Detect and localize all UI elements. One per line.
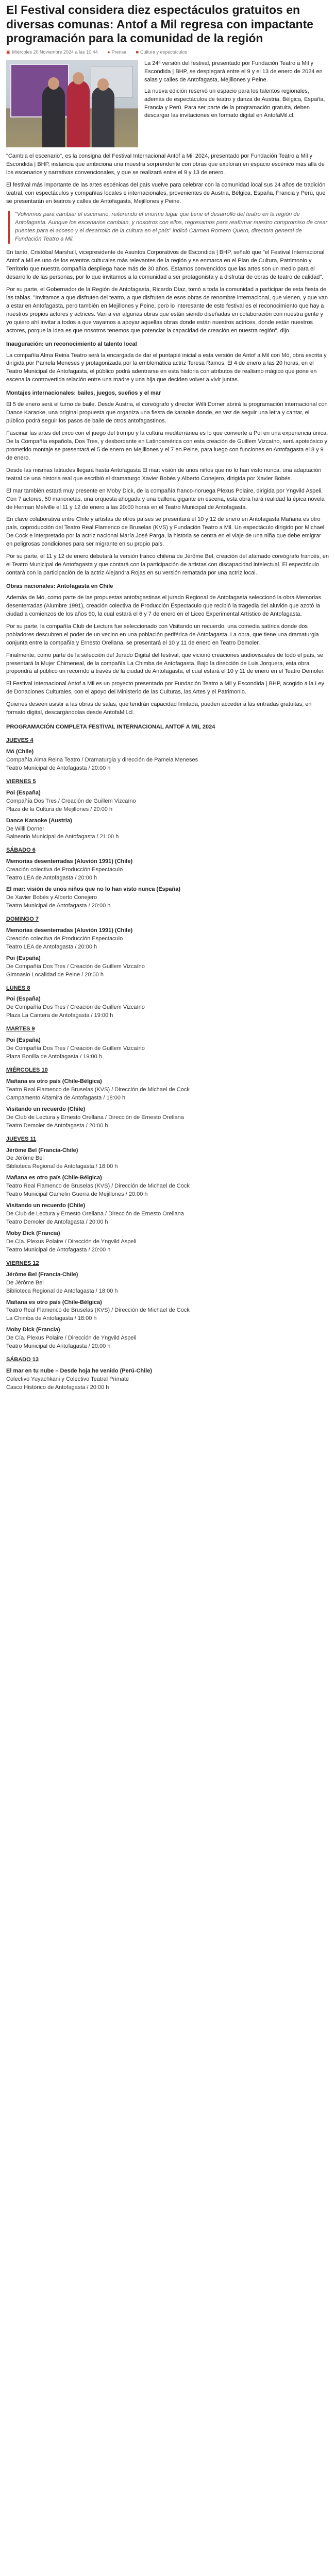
body-section-4 <box>6 401 329 578</box>
program-event <box>6 1174 329 1199</box>
program-event <box>6 1326 329 1351</box>
program-event <box>6 1299 329 1324</box>
program-event <box>6 1106 329 1130</box>
section-heading-international: Montajes internacionales: bailes, juegos, sueños y el mar <box>6 390 161 397</box>
event-name: El mar: visión de unos niños que no lo han visto nunca (España) <box>6 886 180 893</box>
event-name: Mó (Chile) <box>6 749 34 755</box>
event-name: Memorias desenterradas (Aluvión 1991) (Chile) <box>6 927 133 934</box>
event-detail: Plaza de la Cultura de Mejillones / 20:00 h <box>6 806 113 812</box>
event-detail: Teatro Municipal Gamelin Guerra de Mejillones / 20:00 h <box>6 1191 148 1198</box>
event-detail: Plaza La Cantera de Antofagasta / 19:00 h <box>6 1012 113 1019</box>
event-detail: De Compañía Dos Tres / Creación de Guillem Vizcaíno <box>6 963 145 970</box>
event-detail: Balneario Municipal de Antofagasta / 21:00 h <box>6 834 119 840</box>
program-day: MARTES 9 <box>6 1026 35 1032</box>
event-detail: Teatro Real Flamenco de Bruselas (KVS) / Dirección de Michael de Cock <box>6 1183 190 1190</box>
program-event <box>6 789 329 814</box>
paragraph: El Festival Internacional Antof a Mil es un proyecto presentado por Fundación Teatro a Mil y Escondida | BHP, acogido a la Ley de Donaciones Culturales, con el apoyo del Ministerio de las Culturas, las Artes y el Patrimonio. <box>6 681 324 696</box>
event-detail: De Willi Dorner <box>6 825 44 832</box>
programming-title: PROGRAMACIÓN COMPLETA FESTIVAL INTERNACIONAL ANTOF A MIL 2024 <box>6 724 215 731</box>
event-detail: Teatro Demoler de Antofagasta / 20:00 h <box>6 1219 108 1226</box>
program-day: SÁBADO 13 <box>6 1357 39 1363</box>
paragraph: Además de Mó, como parte de las propuestas antofagastinas el jurado Regional de Antofagasta seleccionó la obra Memorias desenterradas (Alumbre 1991), creación colectiva de Producción Espectaculo que recibió la tragedia del aluvión que azotó la ciudad a comienzos de los años 90, la cual estará el 6 y 7 de enero en el Liceo Experimental Artístico de Antofagasta. <box>6 594 321 617</box>
event-name: Poi (España) <box>6 789 41 796</box>
article-title: El Festival considera diez espectáculos gratuitos en diversas comunas: Antof a Mil regresa con impactante programación para la comunidad de la región <box>6 3 314 45</box>
event-detail: Teatro Real Flamenco de Bruselas (KVS) / Dirección de Michael de Cock <box>6 1307 190 1314</box>
program-event <box>6 1230 329 1255</box>
paragraph: "Cambia el escenario", es la consigna del Festival Internacional Antof a Mil 2024, presentado por Fundación Teatro a Mil y Escondida | BHP, instancia que ambiciona una muestra sorprendente con obras que exploran en espacio escénico más allá de los escenarios y narrativas convencionales, y que se realizará entre el 9 y 13 de enero. <box>6 152 325 176</box>
event-detail: De Cía. Plexus Polaire / Dirección de Yngvild Aspeli <box>6 1335 137 1342</box>
event-detail: Gimnasio Localidad de Peine / 20:00 h <box>6 971 104 978</box>
event-detail: Biblioteca Regional de Antofagasta / 18:00 h <box>6 1163 118 1170</box>
paragraph: Por su parte, el 11 y 12 de enero debutará la versión franco chilena de Jérôme Bel, creación del afamado coreógrafo francés, en el Teatro Municipal de Antofagasta y que contará con la participación de artistas con discapacidad intelectual. El espectáculo contará con la participación de la actriz Alejandra Rojas en su versión rematada por una actriz local. <box>6 553 329 577</box>
lead-section <box>6 60 329 147</box>
event-detail: De Xavier Bobés y Alberto Conejero <box>6 894 97 901</box>
event-name: Mañana es otro país (Chile-Bélgica) <box>6 1299 102 1306</box>
paragraph: En tanto, Cristóbal Marshall, vicepresidente de Asuntos Corporativos de Escondida | BHP, señaló que "el Festival Internacional Antof a Mil es uno de los eventos culturales más relevantes de la región y se enmarca en el Plan de Cultura, Patrimonio y Territorio que nuestra compañía despliega hace más de 30 años. Estamos convencidos que las artes son un medio para el desarrollo de las personas, por lo que invitamos a la comunidad a ser protagonista y a disfrutar de obras de teatro de calidad". <box>6 249 325 281</box>
event-name: Poi (España) <box>6 1037 41 1044</box>
event-detail: Teatro Real Flamenco de Bruselas (KVS) / Dirección de Michael de Cock <box>6 1086 190 1093</box>
program-day: SÁBADO 6 <box>6 847 36 854</box>
paragraph: Finalmente, como parte de la selección del Jurado Digital del festival, que vicionó creaciones audiovisuales de todo el país, se presentará la Mujer Chimeneal, de la compañía La Chimba de Antofagasta. Bajo la dirección de Luis Jorquera, esta obra propondrá al público un recorrido a través de la ciudad de Antofagasta, el cual estará el 10 y 11 de enero en el Teatro Demoler. <box>6 652 325 675</box>
paragraph: En clave colaborativa entre Chile y artistas de otros países se presentará el 10 y 12 de enero en Antofagasta Mañana es otro país, coproducción del Teatro Real Flamenco de Bruselas (KVS) y Fundación Teatro a Mil. Un espectáculo dirigido por Michael De Cock e interpretado por la actriz nacional María José Parga, la historia se centra en el viaje de una niña que debe emigrar en peligrosas condiciones para ser migrante en su propio país. <box>6 516 325 548</box>
body-section-1 <box>6 152 329 206</box>
program-day: JUEVES 4 <box>6 737 34 744</box>
event-detail: Compañía Alma Reina Teatro / Dramaturgia y dirección de Pamela Meneses <box>6 756 198 763</box>
section-heading-national: Obras nacionales: Antofagasta en Chile <box>6 583 113 590</box>
program-event <box>6 1078 329 1103</box>
program-event <box>6 886 329 910</box>
event-name: Jérôme Bel (Francia-Chile) <box>6 1147 78 1154</box>
event-name: Mañana es otro país (Chile-Bélgica) <box>6 1175 102 1181</box>
program-day: MIÉRCOLES 10 <box>6 1067 48 1074</box>
event-detail: Plaza Bonilla de Antofagasta / 19:00 h <box>6 1054 102 1060</box>
event-detail: De Jérôme Bel <box>6 1279 44 1286</box>
event-detail: De Compañía Dos Tres / Creación de Guillem Vizcaíno <box>6 1045 145 1052</box>
event-name: Memorias desenterradas (Aluvión 1991) (Chile) <box>6 858 133 865</box>
event-name: Visitando un recuerdo (Chile) <box>6 1202 86 1209</box>
paragraph: Por su parte, la compañía Club de Lectura fue seleccionado con Visitando un recuerdo, una comedia satírica donde dos pobladores descubren el poder de un vecino en una población periférica de Antofagasta. La obra, que tiene una dramaturgia conjunta entre la compañía y Ernesto Orellana, se presentará el 10 y 11 de enero en Teatro Demoler. <box>6 623 319 646</box>
event-name: Jérôme Bel (Francia-Chile) <box>6 1271 78 1278</box>
program-day: VIERNES 5 <box>6 778 36 785</box>
article-category: Cultura y espectáculos <box>140 49 188 55</box>
event-detail: Creación colectiva de Producción Espectaculo <box>6 867 123 873</box>
article-author: Prensa <box>111 49 127 55</box>
program-event <box>6 927 329 952</box>
event-name: Poi (España) <box>6 996 41 1003</box>
event-detail: De Club de Lectura y Ernesto Orellana / Dirección de Ernesto Orellana <box>6 1114 184 1121</box>
paragraph: El 5 de enero será el turno de baile. Desde Austria, el coreógrafo y director Willi Dorner abrirá la programación internacional con Dance Karaoke, una original propuesta que organiza una fiesta de karaoke donde, en vez de seguir una letra y cantar, el público podrá seguir los pasos de baile de otros antofagastinos. <box>6 401 328 425</box>
program-event <box>6 1367 329 1392</box>
program-event <box>6 1147 329 1172</box>
pull-quote: "Volvemos para cambiar el escenario, reiterando el enorme lugar que tiene el desarrollo del teatro en la región de Antofagasta. Aunque los escenarios cambian, y nosotros con ellos, regresamos para reafirmar nuestro compromiso de crear puentes para el acceso y el desarrollo de la cultura en el país" indicó Carmen Romero Quero, directora general de Fundación Teatro a Mil. <box>8 211 329 244</box>
program-day: JUEVES 11 <box>6 1136 37 1142</box>
event-detail: Teatro Municipal de Antofagasta / 20:00 h <box>6 1246 111 1253</box>
article-meta <box>6 49 329 56</box>
event-detail: Creación colectiva de Producción Espectaculo <box>6 935 123 942</box>
article-date: Miércoles 20 Noviembre 2024 a las 10:44 <box>12 49 98 55</box>
event-name: Dance Karaoke (Austria) <box>6 817 72 824</box>
paragraph: La compañía Alma Reina Teatro será la encargada de dar el puntapié inicial a esta versión de Antof a Mil con Mó, obra escrita y dirigida por Pamela Meneses y protagonizada por la emblemática actriz Teresa Ramos. El 4 de enero a las 20 horas, en el Teatro Municipal de Antofagasta, el público podrá adentrarse en esta historia con atributos de realismo mágico que pone en escena la controvertida relación entre una madre y una hija que deciden volver a vivir juntas. <box>6 352 327 383</box>
event-name: Mañana es otro país (Chile-Bélgica) <box>6 1078 102 1084</box>
event-name: Poi (España) <box>6 955 41 961</box>
user-icon: ● <box>107 49 110 55</box>
body-section-6 <box>6 680 329 717</box>
event-name: El mar en tu nube – Desde hoja he venido (Perú-Chile) <box>6 1368 152 1375</box>
event-detail: Teatro LEA de Antofagasta / 20:00 h <box>6 875 97 882</box>
program-event <box>6 1271 329 1296</box>
date-meta <box>6 49 102 55</box>
article-intro <box>144 60 329 147</box>
event-detail: Teatro Municipal de Antofagasta / 20:00 h <box>6 1343 111 1350</box>
author-meta[interactable] <box>107 49 130 55</box>
body-section-5 <box>6 594 329 676</box>
paragraph: El festival más importante de las artes escénicas del país vuelve para celebrar con la comunidad local sus 24 años de tradición teatral, con espectáculos y compañías locales e internacionales, provenientes de Austria, Bélgica, España, Francia y Perú, que se presentarán en teatros y calles de Antofagasta, Mejillones y Peine. <box>6 181 326 205</box>
event-detail: Campamento Altamira de Antofagasta / 18:00 h <box>6 1094 126 1101</box>
body-section-2 <box>6 249 329 335</box>
event-detail: Teatro LEA de Antofagasta / 20:00 h <box>6 943 97 950</box>
category-meta[interactable] <box>136 49 191 55</box>
program-day: DOMINGO 7 <box>6 916 39 922</box>
calendar-icon: ▣ <box>6 49 11 55</box>
event-detail: Teatro Municipal de Antofagasta / 20:00 h <box>6 903 111 909</box>
program-day: VIERNES 12 <box>6 1260 39 1266</box>
program-event <box>6 858 329 883</box>
event-detail: Teatro Municipal de Antofagasta / 20:00 h <box>6 765 111 771</box>
event-detail: Biblioteca Regional de Antofagasta / 18:00 h <box>6 1287 118 1294</box>
paragraph: Por su parte, el Gobernador de la Región de Antofagasta, Ricardo Díaz, tomó a toda la comunidad a participar de esta fiesta de las tablas. "Invitamos a que disfruten del teatro, a que disfruten de esos obras de renombre internacional, que vienen, y que van a estar en Antofagasta, pero también en Mejillones y Peine, pero lo interesante de este festival es el reconocimiento que hay a nuestros propios actores y actrices. Van a ver algunas obras que están siendo diseñadas en colaboración con nuestra gente y yo quiero ahí invitar a todos a que vayamos a apoyar aquellas obras donde están nuestros actrices, donde están nuestros actores, porque la idea es que nosotros tenemos que potenciar la capacidad de creación en nuestra región", dijo. <box>6 286 328 334</box>
event-name: Moby Dick (Francia) <box>6 1230 60 1236</box>
paragraph: El mar también estará muy presente en Moby Dick, de la compañía franco-noruega Plexus Polaire, dirigida por Yngvild Aspeli. Con 7 actores, 50 marionetas, una orquesta ahogada y una ballena gigante en escena, esta obra hará realidad la épica novela de Herman Melville el 11 y 12 de enero a las 20:00 horas en el Teatro Municipal de Antofagasta. <box>6 487 325 511</box>
event-name: Moby Dick (Francia) <box>6 1327 60 1333</box>
section-heading-inauguration: Inauguración: un reconocimiento al talento local <box>6 341 137 347</box>
event-detail: Colectivo Yuyachkani y Colectivo Teatral Primate <box>6 1376 129 1383</box>
programming-list <box>6 737 329 1392</box>
event-detail: Teatro Demoler de Antofagasta / 20:00 h <box>6 1122 108 1129</box>
program-event <box>6 748 329 773</box>
folder-icon: ■ <box>136 49 139 55</box>
program-day: LUNES 8 <box>6 985 30 991</box>
event-detail: De Club de Lectura y Ernesto Orellana / Dirección de Ernesto Orellana <box>6 1211 184 1217</box>
paragraph: Quienes deseen asistir a las obras de salas, que tendrán capacidad limitada, pueden acceder a las entradas gratuitas, en formato digital, descargándolas desde AntofaMil.cl. <box>6 701 312 716</box>
program-event <box>6 817 329 842</box>
article-photo <box>6 60 138 147</box>
program-event <box>6 955 329 979</box>
event-detail: De Cía. Plexus Polaire / Dirección de Yngvild Aspeli <box>6 1238 137 1245</box>
program-event <box>6 1202 329 1227</box>
paragraph: La 24ª versión del festival, presentado por Fundación Teatro a Mil y Escondida | BHP, se desplegará entre el 9 y el 13 de enero de 2024 en salas y calles de Antofagasta, Mejillones y Peine. <box>144 60 323 83</box>
body-section-3 <box>6 352 329 385</box>
paragraph: Fascinar las artes del circo con el juego del trompo y la cultura mediterránea es lo que convierte a Poi en una experiencia única. De la Compañía española, Dos Tres, y desbordante en Latinoamérica con esta creación de Guillem Vizcaíno, será apoteósico y prometido montaje se presentará el 5 de enero en Mejillones y el 7 en Peine, para luego con funciones en Antofagasta el 8 y 9 de enero. <box>6 430 328 461</box>
event-detail: Casco Histórico de Antofagasta / 20:00 h <box>6 1384 109 1391</box>
event-detail: De Compañía Dos Tres / Creación de Guillem Vizcaíno <box>6 1004 145 1011</box>
event-detail: La Chimba de Antofagasta / 18:00 h <box>6 1315 97 1322</box>
event-detail: De Jérôme Bel <box>6 1155 44 1162</box>
paragraph: La nueva edición reservó un espacio para los talentos regionales, además de espectáculos de teatro y danza de Austria, Bélgica, España, Francia y Perú. Para ser parte de la programación gratuita, deben descargar las invitaciones en formato digital en AntofaMil.cl. <box>144 88 325 119</box>
program-event <box>6 1037 329 1061</box>
paragraph: Desde las mismas latitudes llegará hasta Antofagasta El mar: visión de unos niños que no lo han visto nunca, una adaptación teatral de una historia real que escribió el dramaturgo Xavier Bobés y Alberto Conejero, dirigida por Xavier Bobés. <box>6 467 322 482</box>
event-name: Visitando un recuerdo (Chile) <box>6 1106 86 1112</box>
event-detail: Compañía Dos Tres / Creación de Guillem Vizcaíno <box>6 798 136 804</box>
program-event <box>6 995 329 1020</box>
